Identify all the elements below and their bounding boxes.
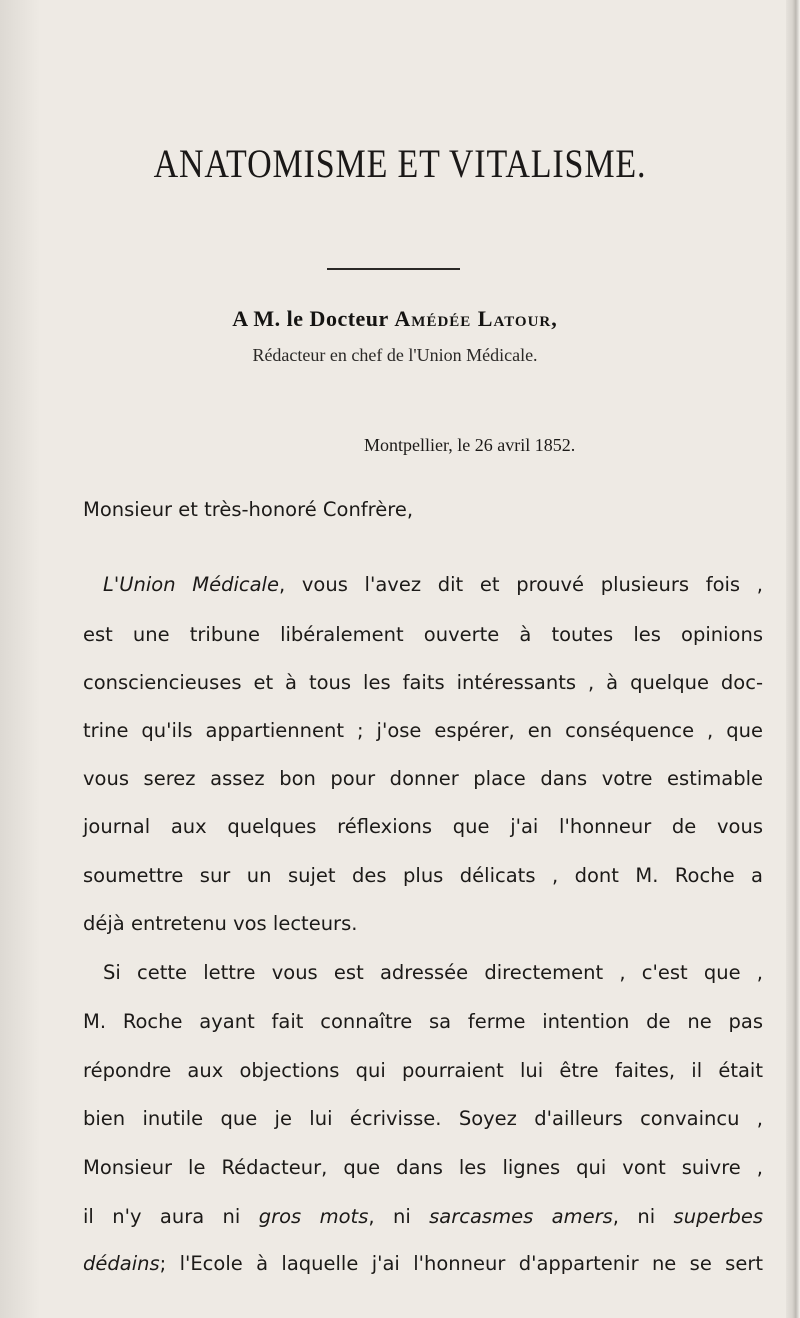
body-line: consciencieuses et à tous les faits intéressants , à quelque doc-	[83, 671, 763, 694]
body-line: Monsieur le Rédacteur, que dans les lignes qui vont suivre ,	[83, 1156, 763, 1179]
addressee-name: Amédée Latour,	[394, 306, 558, 331]
body-line: trine qu'ils appartiennent ; j'ose espérer, en conséquence , que	[83, 719, 763, 742]
body-text: ; l'Ecole à laquelle j'ai l'honneur d'appartenir ne se sert	[159, 1252, 763, 1275]
addressee-role: Rédacteur en chef de l'Union Médicale.	[252, 345, 538, 365]
title-divider	[327, 268, 460, 270]
body-line: est une tribune libéralement ouverte à toutes les opinions	[83, 623, 763, 646]
body-line: journal aux quelques réflexions que j'ai l'honneur de vous	[83, 815, 763, 838]
addressee-line	[0, 306, 790, 332]
body-text: , ni	[612, 1205, 674, 1228]
body-text: , ni	[368, 1205, 430, 1228]
body-text: , vous l'avez dit et prouvé plusieurs fois ,	[278, 573, 763, 596]
body-line: vous serez assez bon pour donner place dans votre estimable	[83, 767, 763, 790]
emphasis-text: sarcasmes amers	[429, 1205, 613, 1228]
body-line: soumettre sur un sujet des plus délicats , dont M. Roche a	[83, 864, 763, 887]
body-line	[83, 1252, 763, 1275]
body-text: il n'y aura ni	[83, 1205, 259, 1228]
body-line: bien inutile que je lui écrivisse. Soyez d'ailleurs convaincu ,	[83, 1107, 763, 1130]
body-line	[83, 1205, 763, 1228]
body-line	[103, 573, 763, 596]
page-shadow-left	[0, 0, 40, 1318]
salutation: Monsieur et très-honoré Confrère,	[83, 498, 414, 521]
body-line: déjà entretenu vos lecteurs.	[83, 912, 358, 935]
document-title: ANATOMISME ET VITALISME.	[153, 141, 647, 186]
body-line: Si cette lettre vous est adressée directement , c'est que ,	[103, 961, 763, 984]
addressee-prefix: A M. le Docteur	[232, 306, 395, 331]
emphasis-text: gros mots	[258, 1205, 369, 1228]
emphasis-text: dédains	[83, 1252, 160, 1275]
dateline: Montpellier, le 26 avril 1852.	[364, 435, 576, 455]
journal-name: L'Union Médicale	[103, 573, 279, 596]
body-line: répondre aux objections qui pourraient lui être faites, il était	[83, 1059, 763, 1082]
emphasis-text: superbes	[673, 1205, 763, 1228]
page-edge-right	[786, 0, 800, 1318]
body-line: M. Roche ayant fait connaître sa ferme intention de ne pas	[83, 1010, 763, 1033]
